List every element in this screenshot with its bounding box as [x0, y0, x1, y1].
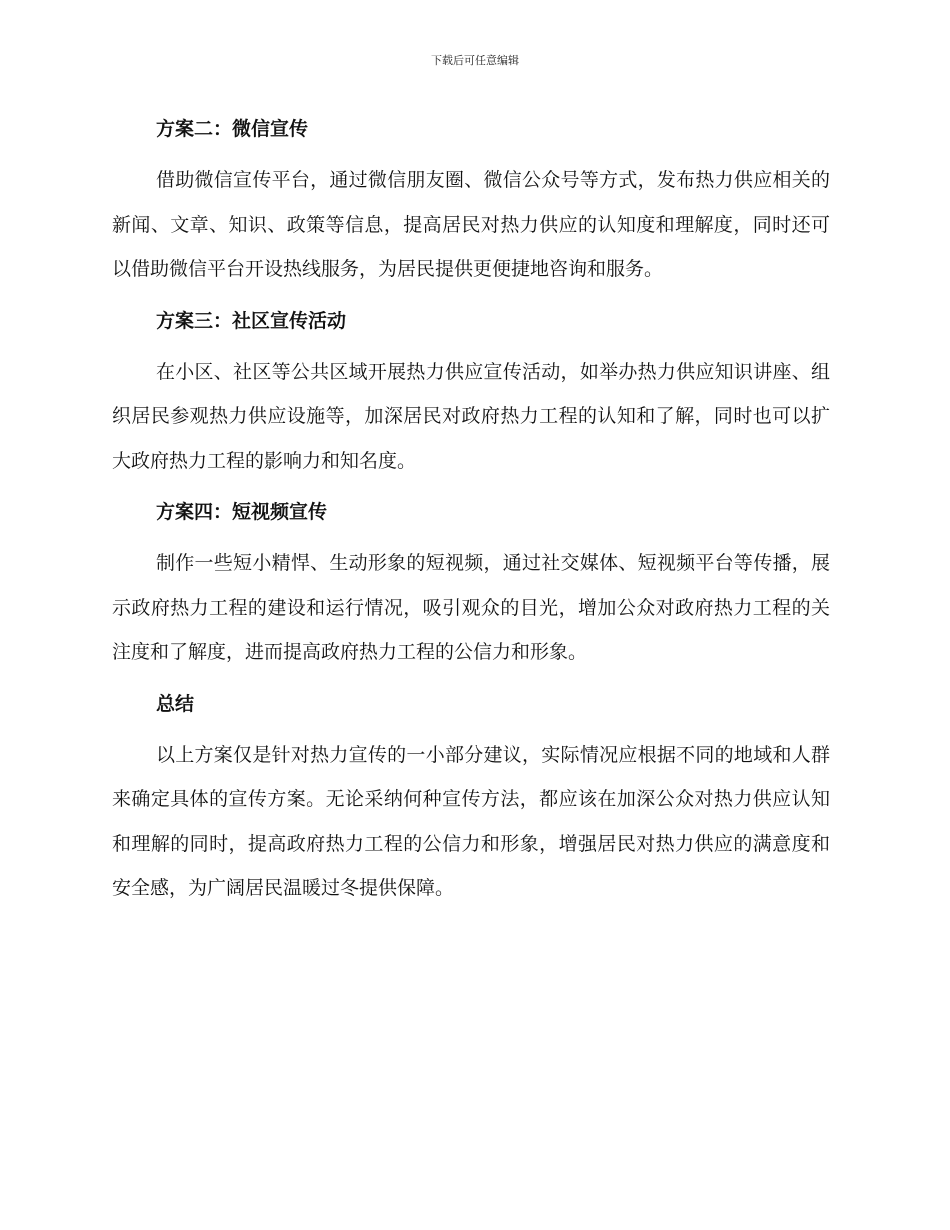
section-short-video: [112, 497, 830, 675]
section-heading: 方案四：短视频宣传: [156, 501, 328, 523]
section-heading: 总结: [156, 692, 195, 715]
section-paragraph: 借助微信宣传平台，通过微信朋友圈、微信公众号等方式，发布热力供应相关的新闻、文章、知识、政策等信息，提高居民对热力供应的认知度和理解度，同时还可以借助微信平台开设热线服务，为居民提供更便捷地咨询和服务。: [112, 169, 830, 280]
section-heading: 方案二：微信宣传: [156, 118, 309, 140]
section-summary: [112, 689, 830, 911]
section-community: [112, 306, 830, 484]
section-heading: 方案三：社区宣传活动: [156, 309, 347, 332]
document-body: [112, 114, 830, 911]
page-header-note: 下载后可任意编辑: [431, 54, 519, 67]
section-paragraph: 制作一些短小精悍、生动形象的短视频，通过社交媒体、短视频平台等传播，展示政府热力工程的建设和运行情况，吸引观众的目光，增加公众对政府热力工程的关注度和了解度，进而提高政府热力工程的公信力和形象。: [112, 552, 830, 663]
section-paragraph: 以上方案仅是针对热力宣传的一小部分建议，实际情况应根据不同的地域和人群来确定具体的宣传方案。无论采纳何种宣传方法，都应该在加深公众对热力供应认知和理解的同时，提高政府热力工程的公信力和形象，增强居民对热力供应的满意度和安全感，为广阔居民温暖过冬提供保障。: [112, 743, 830, 899]
section-paragraph: 在小区、社区等公共区域开展热力供应宣传活动，如举办热力供应知识讲座、组织居民参观热力供应设施等，加深居民对政府热力工程的认知和了解，同时也可以扩大政府热力工程的影响力和知名度。: [112, 360, 830, 472]
section-wechat: [112, 114, 830, 292]
